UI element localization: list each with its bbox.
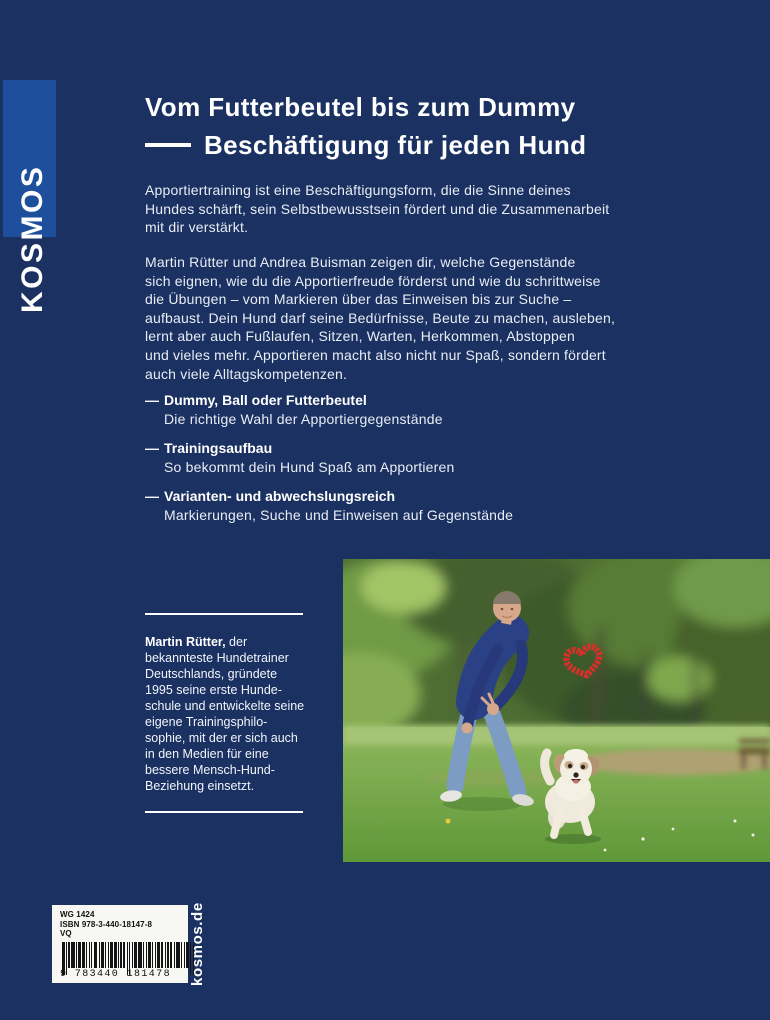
page-title <box>145 88 586 164</box>
barcode-vq: VQ <box>60 929 72 938</box>
dog-eye <box>581 765 585 769</box>
dog-nose <box>573 772 578 777</box>
barcode-label <box>52 905 188 983</box>
author-name: Martin Rütter, <box>145 635 226 649</box>
title-dash-line <box>145 143 191 147</box>
feature-subtitle: So bekommt dein Hund Spaß am Apportieren <box>164 459 455 475</box>
feature-item <box>145 391 513 429</box>
bio-rule-top <box>145 613 303 615</box>
title-line-1: Vom Futterbeutel bis zum Dummy <box>145 92 576 122</box>
dog-eye <box>568 764 572 768</box>
feature-item <box>145 439 513 477</box>
bio-rule-bottom <box>145 811 303 813</box>
dash-bullet: — <box>145 392 159 408</box>
intro-paragraph: Apportiertraining ist eine Beschäftigungsform, die die Sinne deines Hundes schärft, sein Selbstbewusstsein fördert und die Zusammenarbeit mit dir verstärkt. <box>145 182 610 236</box>
dog-tail <box>545 753 550 781</box>
feature-list <box>145 391 513 535</box>
bio-text: Martin Rütter, der bekannteste Hundetrainer Deutschlands, gründete 1995 seine erste Hunde- schule und entwickelte seine eigene Trainingsphilo- sophie, mit der er sich auch in den Medien für eine bessere Mensch-Hund- Beziehung einsetzt. <box>145 634 307 794</box>
author-bio <box>145 613 307 813</box>
dog-tongue <box>573 780 579 784</box>
feature-item <box>145 487 513 525</box>
feature-title: Dummy, Ball oder Futterbeutel <box>164 392 367 408</box>
feature-title: Varianten- und abwechslungsreich <box>164 488 396 504</box>
kosmos-logo-text: KOSMOS <box>16 164 49 313</box>
hand-on-knee <box>462 723 473 734</box>
description-paragraph: Martin Rütter und Andrea Buisman zeigen dir, welche Gegenstände sich eignen, wie du die Apportierfreude förderst und wie du schrittweise die Übungen – vom Markieren über das Einweisen bis zur Suche – aufbaust. Dein Hund darf seine Bedürfnisse, Beute zu machen, ausleben, lernt aber auch Fußlaufen, Sitzen, Warten, Herkommen, Abstoppen und vieles mehr. Apportieren macht also nicht nur Spaß, sondern fördert auch viele Alltagskompetenzen. <box>145 254 616 382</box>
bio-body: bekannteste Hundetrainer Deutschlands, gründete 1995 seine erste Hunde- schule und entwickelte seine eigene Trainingsphilo- sophie, mit der er sich auch in den Medien für eine bessere Mensch-Hund- Beziehung einsetzt. <box>145 651 305 793</box>
title-line-2: Beschäftigung für jeden Hund <box>145 126 586 164</box>
barcode-wg: WG 1424 <box>60 910 95 919</box>
feature-subtitle: Markierungen, Suche und Einweisen auf Gegenstände <box>164 507 514 523</box>
barcode-isbn: ISBN 978-3-440-18147-8 <box>60 919 153 929</box>
dash-bullet: — <box>145 488 159 504</box>
feature-subtitle: Die richtige Wahl der Apportiergegenstände <box>164 411 443 427</box>
barcode-digits: 9 783440 181478 <box>60 968 172 980</box>
dash-bullet: — <box>145 440 159 456</box>
trees-background <box>343 559 770 751</box>
website-url: kosmos.de <box>189 902 206 986</box>
kosmos-logo <box>3 80 56 313</box>
cover-photo <box>343 559 770 862</box>
feature-title: Trainingsaufbau <box>164 440 273 456</box>
